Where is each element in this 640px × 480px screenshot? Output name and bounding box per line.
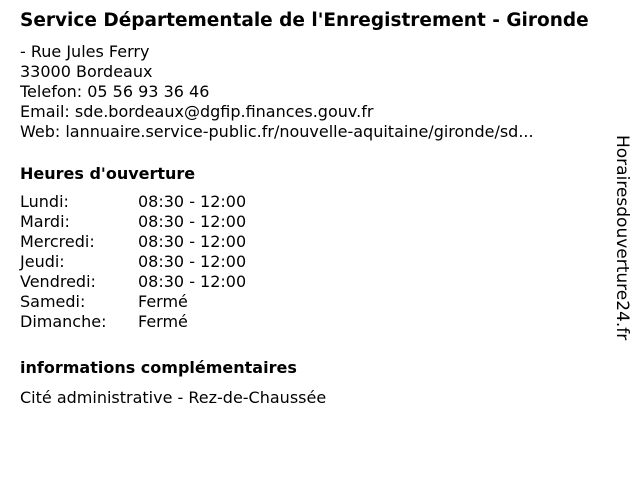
hours-day: Mercredi: bbox=[20, 232, 95, 251]
additional-info-heading: informations complémentaires bbox=[20, 358, 297, 377]
hours-row bbox=[20, 192, 600, 212]
opening-hours-table bbox=[20, 192, 600, 332]
hours-day: Dimanche: bbox=[20, 312, 107, 331]
site-watermark: Horairesdouverture24.fr bbox=[612, 135, 632, 341]
office-details bbox=[20, 10, 600, 408]
hours-day: Mardi: bbox=[20, 212, 70, 231]
opening-hours-heading: Heures d'ouverture bbox=[20, 164, 196, 183]
hours-day: Samedi: bbox=[20, 292, 86, 311]
hours-day: Vendredi: bbox=[20, 272, 96, 291]
office-title: Service Départementale de l'Enregistrement - Gironde bbox=[20, 10, 589, 31]
web-link[interactable]: Web: lannuaire.service-public.fr/nouvelle-aquitaine/gironde/sd... bbox=[20, 122, 534, 141]
hours-row bbox=[20, 212, 600, 232]
hours-row bbox=[20, 272, 600, 292]
address-city: 33000 Bordeaux bbox=[20, 62, 153, 81]
contact-block bbox=[20, 42, 600, 142]
hours-time: Fermé bbox=[138, 292, 188, 311]
hours-row bbox=[20, 232, 600, 252]
email-link[interactable]: Email: sde.bordeaux@dgfip.finances.gouv.fr bbox=[20, 102, 374, 121]
hours-time: Fermé bbox=[138, 312, 188, 331]
hours-day: Jeudi: bbox=[20, 252, 65, 271]
hours-time: 08:30 - 12:00 bbox=[138, 212, 247, 231]
additional-info-text: Cité administrative - Rez-de-Chaussée bbox=[20, 388, 327, 407]
hours-time: 08:30 - 12:00 bbox=[138, 272, 247, 291]
hours-row bbox=[20, 252, 600, 272]
hours-day: Lundi: bbox=[20, 192, 69, 211]
hours-row bbox=[20, 292, 600, 312]
hours-time: 08:30 - 12:00 bbox=[138, 252, 247, 271]
hours-row bbox=[20, 312, 600, 332]
hours-time: 08:30 - 12:00 bbox=[138, 192, 247, 211]
address-street: - Rue Jules Ferry bbox=[20, 42, 150, 61]
hours-time: 08:30 - 12:00 bbox=[138, 232, 247, 251]
phone-number[interactable]: Telefon: 05 56 93 36 46 bbox=[20, 82, 210, 101]
